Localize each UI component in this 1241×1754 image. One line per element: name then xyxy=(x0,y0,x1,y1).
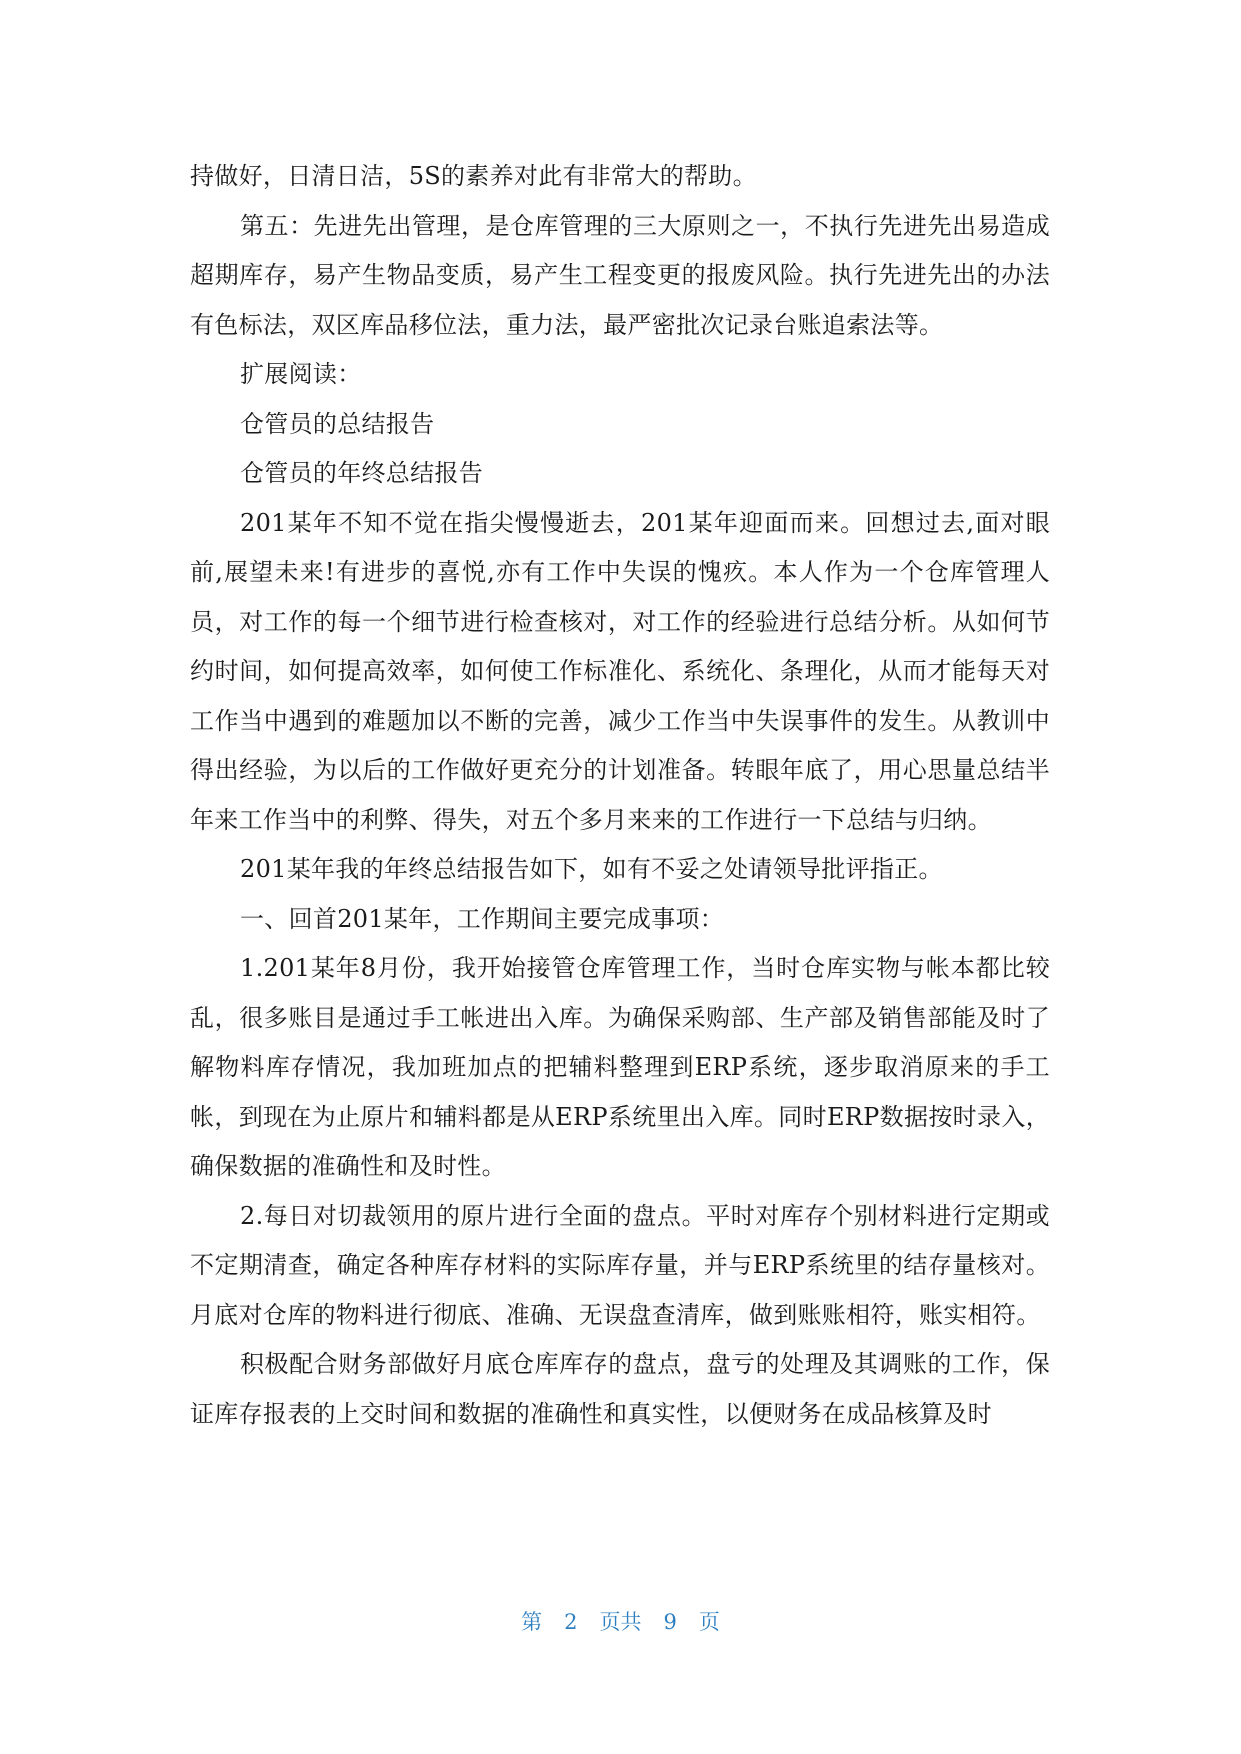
page-label-mid: 页共 xyxy=(599,1610,642,1634)
paragraph-title: 仓管员的年终总结报告 xyxy=(240,459,483,487)
paragraph-section-heading: 一、回首201某年，工作期间主要完成事项： xyxy=(240,904,725,933)
page-total-number: 9 xyxy=(663,1610,677,1634)
paragraph: 持做好，日清日洁，5S的素养对此有非常大的帮助。 xyxy=(190,162,757,190)
paragraph-heading-extended-reading: 扩展阅读： xyxy=(240,360,362,388)
page-label-suffix: 页 xyxy=(698,1610,720,1634)
document-body xyxy=(190,152,1050,1439)
page-current-number: 2 xyxy=(564,1610,578,1634)
paragraph: 1.201某年8月份，我开始接管仓库管理工作，当时仓库实物与帐本都比较乱，很多账目是通过手工帐进出入库。为确保采购部、生产部及销售部能及时了解物料库存情况，我加班加点的把辅料整理到ERP系统，逐步取消原来的手工帐，到现在为止原片和辅料都是从ERP系统里出入库。同时ERP数据按时录入，确保数据的准确性和及时性。 xyxy=(190,954,1050,1180)
paragraph: 201某年我的年终总结报告如下，如有不妥之处请领导批评指正。 xyxy=(240,855,943,883)
paragraph: 第五：先进先出管理，是仓库管理的三大原则之一，不执行先进先出易造成超期库存，易产生物品变质，易产生工程变更的报废风险。执行先进先出的办法有色标法，双区库品移位法，重力法，最严密批次记录台账追索法等。 xyxy=(190,211,1050,339)
paragraph-title: 仓管员的总结报告 xyxy=(240,409,435,438)
page-footer xyxy=(0,1606,1241,1636)
paragraph: 2.每日对切裁领用的原片进行全面的盘点。平时对库存个别材料进行定期或不定期清查，确定各种库存材料的实际库存量，并与ERP系统里的结存量核对。月底对仓库的物料进行彻底、准确、无误盘查清库，做到账账相符，账实相符。 xyxy=(190,1201,1050,1329)
paragraph: 积极配合财务部做好月底仓库库存的盘点，盘亏的处理及其调账的工作，保证库存报表的上交时间和数据的准确性和真实性，以便财务在成品核算及时 xyxy=(190,1350,1050,1428)
paragraph: 201某年不知不觉在指尖慢慢逝去，201某年迎面而来。回想过去,面对眼前,展望未来!有进步的喜悦,亦有工作中失误的愧疚。本人作为一个仓库管理人员，对工作的每一个细节进行检查核对，对工作的经验进行总结分析。从如何节约时间，如何提高效率，如何使工作标准化、系统化、条理化，从而才能每天对工作当中遇到的难题加以不断的完善，减少工作当中失误事件的发生。从教训中得出经验，为以后的工作做好更充分的计划准备。转眼年底了，用心思量总结半年来工作当中的利弊、得失，对五个多月来来的工作进行一下总结与归纳。 xyxy=(190,508,1050,834)
page-label-prefix: 第 xyxy=(521,1610,543,1634)
